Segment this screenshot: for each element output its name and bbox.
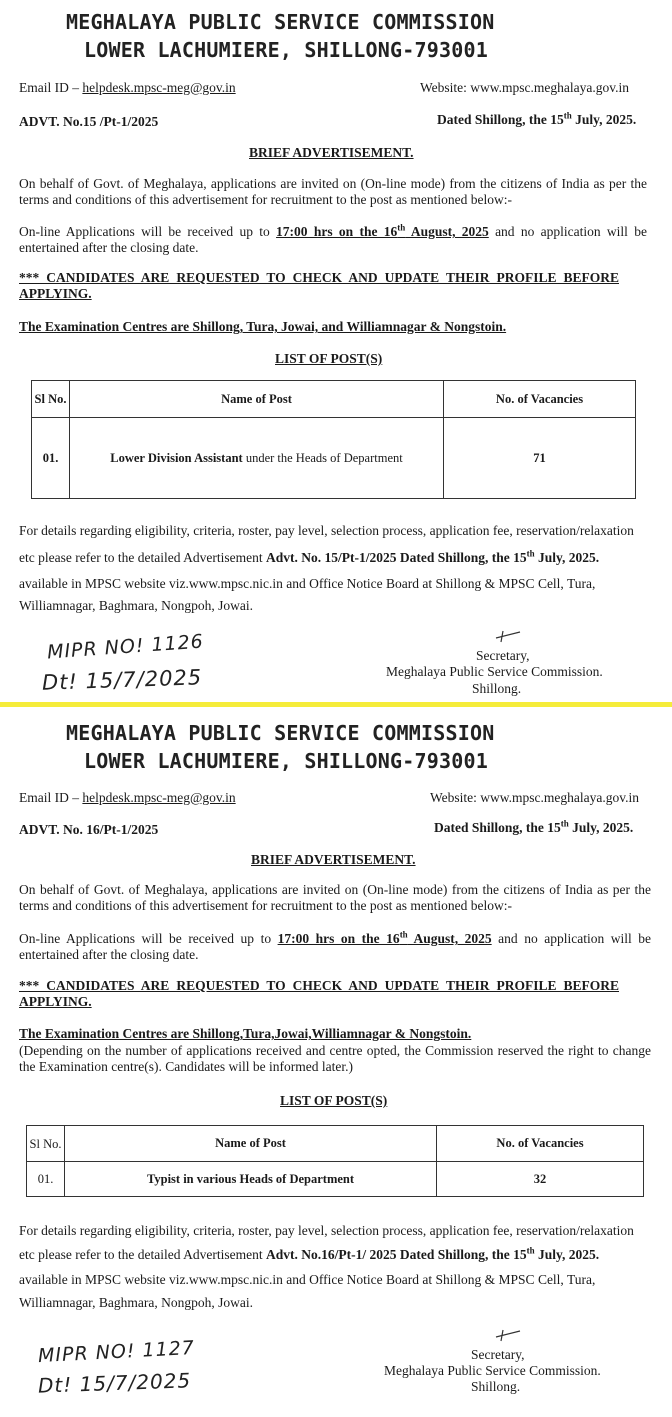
deadline: 17:00 hrs on the 16th August, 2025 bbox=[277, 929, 492, 946]
signatory-place: Shillong. bbox=[472, 681, 522, 696]
details-line-2: etc please refer to the detailed Advertisement Advt. No. 15/Pt-1/2025 Dated Shillong, the 15th July, 2025. bbox=[19, 548, 600, 565]
list-heading: LIST OF POST(S) bbox=[275, 351, 383, 366]
cell-sl: 01. bbox=[27, 1162, 65, 1197]
header-post-name: Name of Post bbox=[65, 1126, 437, 1162]
table-row bbox=[32, 418, 636, 499]
signature-mark bbox=[494, 628, 526, 644]
org-name: MEGHALAYA PUBLIC SERVICE COMMISSION bbox=[66, 721, 495, 745]
advertisement-notice-2 bbox=[0, 707, 672, 1417]
email-line bbox=[19, 790, 236, 806]
handwritten-date: Dt! 15/7/2025 bbox=[37, 1368, 192, 1398]
details-line-4: Williamnagar, Baghmara, Nongpoh, Jowai. bbox=[19, 1295, 253, 1310]
details-line-1: For details regarding eligibility, criteria, roster, pay level, selection process, application fee, reservation/relaxation bbox=[19, 1223, 634, 1238]
signatory-title: Secretary, bbox=[476, 648, 530, 663]
advt-number: ADVT. No.15 /Pt-1/2025 bbox=[19, 114, 159, 129]
org-address: LOWER LACHUMIERE, SHILLONG-793001 bbox=[84, 749, 488, 773]
online-paragraph: On-line Applications will be received up to 17:00 hrs on the 16th August, 2025 and no application will be entertained after the closing date. bbox=[19, 222, 647, 255]
profile-notice: *** CANDIDATES ARE REQUESTED TO CHECK AND UPDATE THEIR PROFILE BEFORE APPLYING. bbox=[19, 270, 619, 301]
intro-paragraph: On behalf of Govt. of Meghalaya, applications are invited on (On-line mode) from the citizens of India as per the terms and conditions of this advertisement for recruitment to the post as mentioned below:- bbox=[19, 176, 647, 207]
details-line-2: etc please refer to the detailed Advertisement Advt. No.16/Pt-1/ 2025 Dated Shillong, the 15th July, 2025. bbox=[19, 1245, 600, 1262]
table-row bbox=[27, 1162, 644, 1197]
header-post-name: Name of Post bbox=[70, 381, 444, 418]
handwritten-mipr-number: MIPR NO! 1127 bbox=[37, 1336, 196, 1368]
header-sl: Sl No. bbox=[27, 1126, 65, 1162]
header-sl: Sl No. bbox=[32, 381, 70, 418]
org-name: MEGHALAYA PUBLIC SERVICE COMMISSION bbox=[66, 10, 495, 34]
header-vacancies: No. of Vacancies bbox=[444, 381, 636, 418]
cell-vacancies: 32 bbox=[437, 1162, 644, 1197]
posts-table bbox=[26, 1125, 644, 1197]
email-label: Email ID – bbox=[19, 80, 79, 95]
email-label: Email ID – bbox=[19, 790, 79, 805]
signatory-title: Secretary, bbox=[471, 1347, 525, 1362]
details-line-3: available in MPSC website viz.www.mpsc.nic.in and Office Notice Board at Shillong & MPSC Cell, Tura, bbox=[19, 1272, 596, 1287]
advertisement-notice-1 bbox=[0, 0, 672, 702]
posts-table bbox=[31, 380, 636, 499]
online-paragraph: On-line Applications will be received up to 17:00 hrs on the 16th August, 2025 and no application will be entertained after the closing date. bbox=[19, 929, 651, 962]
email-link[interactable]: helpdesk.mpsc-meg@gov.in bbox=[82, 80, 236, 95]
details-line-3: available in MPSC website viz.www.mpsc.nic.in and Office Notice Board at Shillong & MPSC Cell, Tura, bbox=[19, 576, 596, 591]
email-link[interactable]: helpdesk.mpsc-meg@gov.in bbox=[82, 790, 236, 805]
handwritten-mipr-number: MIPR NO! 1126 bbox=[46, 630, 205, 664]
signatory-place: Shillong. bbox=[471, 1379, 521, 1394]
org-address: LOWER LACHUMIERE, SHILLONG-793001 bbox=[84, 38, 488, 62]
cell-post-name: Typist in various Heads of Department bbox=[65, 1162, 437, 1197]
exam-centres: The Examination Centres are Shillong, Tura, Jowai, and Williamnagar & Nongstoin. bbox=[19, 319, 507, 334]
centres-note: (Depending on the number of applications received and centre opted, the Commission reserved the right to change the Examination centre(s). Candidates will be informed later.) bbox=[19, 1043, 651, 1074]
cell-post-name: Lower Division Assistant under the Heads of Department bbox=[70, 418, 444, 499]
details-line-1: For details regarding eligibility, criteria, roster, pay level, selection process, application fee, reservation/relaxation bbox=[19, 523, 634, 538]
brief-heading: BRIEF ADVERTISEMENT. bbox=[251, 852, 416, 867]
website: Website: www.mpsc.meghalaya.gov.in bbox=[430, 790, 639, 805]
email-line bbox=[19, 80, 236, 96]
details-line-4: Williamnagar, Baghmara, Nongpoh, Jowai. bbox=[19, 598, 253, 613]
cell-sl: 01. bbox=[32, 418, 70, 499]
profile-notice: *** CANDIDATES ARE REQUESTED TO CHECK AND UPDATE THEIR PROFILE BEFORE APPLYING. bbox=[19, 978, 619, 1009]
website: Website: www.mpsc.meghalaya.gov.in bbox=[420, 80, 629, 95]
header-vacancies: No. of Vacancies bbox=[437, 1126, 644, 1162]
brief-heading: BRIEF ADVERTISEMENT. bbox=[249, 145, 414, 160]
signatory-org: Meghalaya Public Service Commission. bbox=[384, 1363, 601, 1378]
exam-centres: The Examination Centres are Shillong,Tura,Jowai,Williamnagar & Nongstoin. bbox=[19, 1026, 472, 1041]
list-heading: LIST OF POST(S) bbox=[280, 1093, 388, 1108]
dated-line: Dated Shillong, the 15th July, 2025. bbox=[434, 818, 634, 835]
deadline: 17:00 hrs on the 16th August, 2025 bbox=[276, 222, 489, 239]
handwritten-date: Dt! 15/7/2025 bbox=[41, 665, 203, 695]
signature-mark bbox=[494, 1327, 526, 1343]
dated-line: Dated Shillong, the 15th July, 2025. bbox=[437, 110, 637, 127]
signatory-org: Meghalaya Public Service Commission. bbox=[386, 664, 603, 679]
cell-vacancies: 71 bbox=[444, 418, 636, 499]
intro-paragraph: On behalf of Govt. of Meghalaya, applications are invited on (On-line mode) from the citizens of India as per the terms and conditions of this advertisement for recruitment to the post as mentioned below:- bbox=[19, 882, 651, 913]
advt-number: ADVT. No. 16/Pt-1/2025 bbox=[19, 822, 159, 837]
